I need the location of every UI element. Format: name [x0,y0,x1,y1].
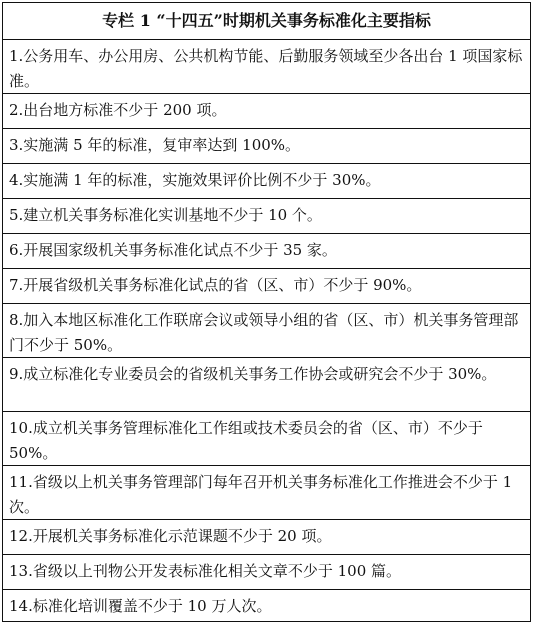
table-row: 9.成立标准化专业委员会的省级机关事务工作协会或研究会不少于 30%。 [3,358,530,412]
table-row: 6.开展国家级机关事务标准化试点不少于 35 家。 [3,234,530,269]
table-row: 13.省级以上刊物公开发表标准化相关文章不少于 100 篇。 [3,555,530,590]
table-row: 10.成立机关事务管理标准化工作组或技术委员会的省（区、市）不少于 50%。 [3,412,530,466]
indicator-table [2,2,531,622]
table-row: 3.实施满 5 年的标准，复审率达到 100%。 [3,129,530,164]
table-row: 7.开展省级机关事务标准化试点的省（区、市）不少于 90%。 [3,269,530,304]
table-title: 专栏 1 “十四五”时期机关事务标准化主要指标 [3,3,530,40]
table-row: 8.加入本地区标准化工作联席会议或领导小组的省（区、市）机关事务管理部门不少于 50%。 [3,304,530,358]
table-row: 4.实施满 1 年的标准，实施效果评价比例不少于 30%。 [3,164,530,199]
table-row: 1.公务用车、办公用房、公共机构节能、后勤服务领域至少各出台 1 项国家标准。 [3,40,530,94]
table-row: 12.开展机关事务标准化示范课题不少于 20 项。 [3,520,530,555]
table-row: 5.建立机关事务标准化实训基地不少于 10 个。 [3,199,530,234]
table-row: 2.出台地方标准不少于 200 项。 [3,94,530,129]
table-row: 14.标准化培训覆盖不少于 10 万人次。 [9,597,272,615]
table-row: 11.省级以上机关事务管理部门每年召开机关事务标准化工作推进会不少于 1 次。 [3,466,530,520]
